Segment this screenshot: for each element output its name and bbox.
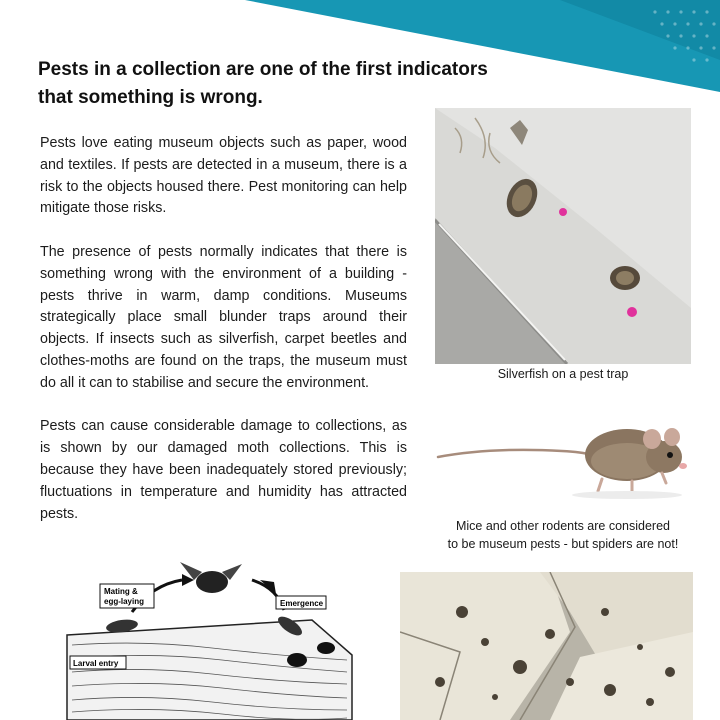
paragraph-1: Pests love eating museum objects such as paper, wood and textiles. If pests are detected in a museum, there is a risk to the objects housed there. Pest monitoring can help mitigate those risks. <box>40 135 407 217</box>
paragraph-3: Pests can cause considerable damage to collections, as is shown by our damaged moth collections. This is because they have been inadequately stored previously; fluctuations in temperature and humidity has attracted pests. <box>40 418 407 522</box>
mouse-caption-line-1: Mice and other rodents are considered <box>455 519 670 533</box>
mouse-caption-line-2: to be museum pests - but spiders are not! <box>447 537 679 551</box>
headline-line-2: that something is wrong. <box>38 87 263 108</box>
body-text <box>40 133 407 547</box>
page-headline <box>38 56 558 112</box>
life-cycle-diagram <box>62 560 362 720</box>
mouse-photo <box>432 395 694 510</box>
headline-line-1: Pests in a collection are one of the first indicators <box>38 59 488 80</box>
mouse-caption <box>432 517 694 553</box>
silverfish-photo <box>435 108 691 364</box>
damaged-collection-photo <box>400 572 693 720</box>
diagram-label-egg-laying: egg-laying <box>104 597 145 606</box>
diagram-label-emergence: Emergence <box>280 599 324 608</box>
diagram-label-larval-entry: Larval entry <box>73 659 119 668</box>
silverfish-caption <box>435 365 691 383</box>
silverfish-caption-text: Silverfish on a pest trap <box>497 367 629 381</box>
paragraph-2: The presence of pests normally indicates that there is something wrong with the environment of a building - pests thrive in warm, damp conditions. Museums strategically place small blunder traps around their objects. If insects such as silverfish, carpet beetles and clothes-moths are found on the traps, the museum must do all it can to stabilise and secure the environment. <box>40 243 407 391</box>
diagram-label-mating: Mating & <box>104 587 138 596</box>
